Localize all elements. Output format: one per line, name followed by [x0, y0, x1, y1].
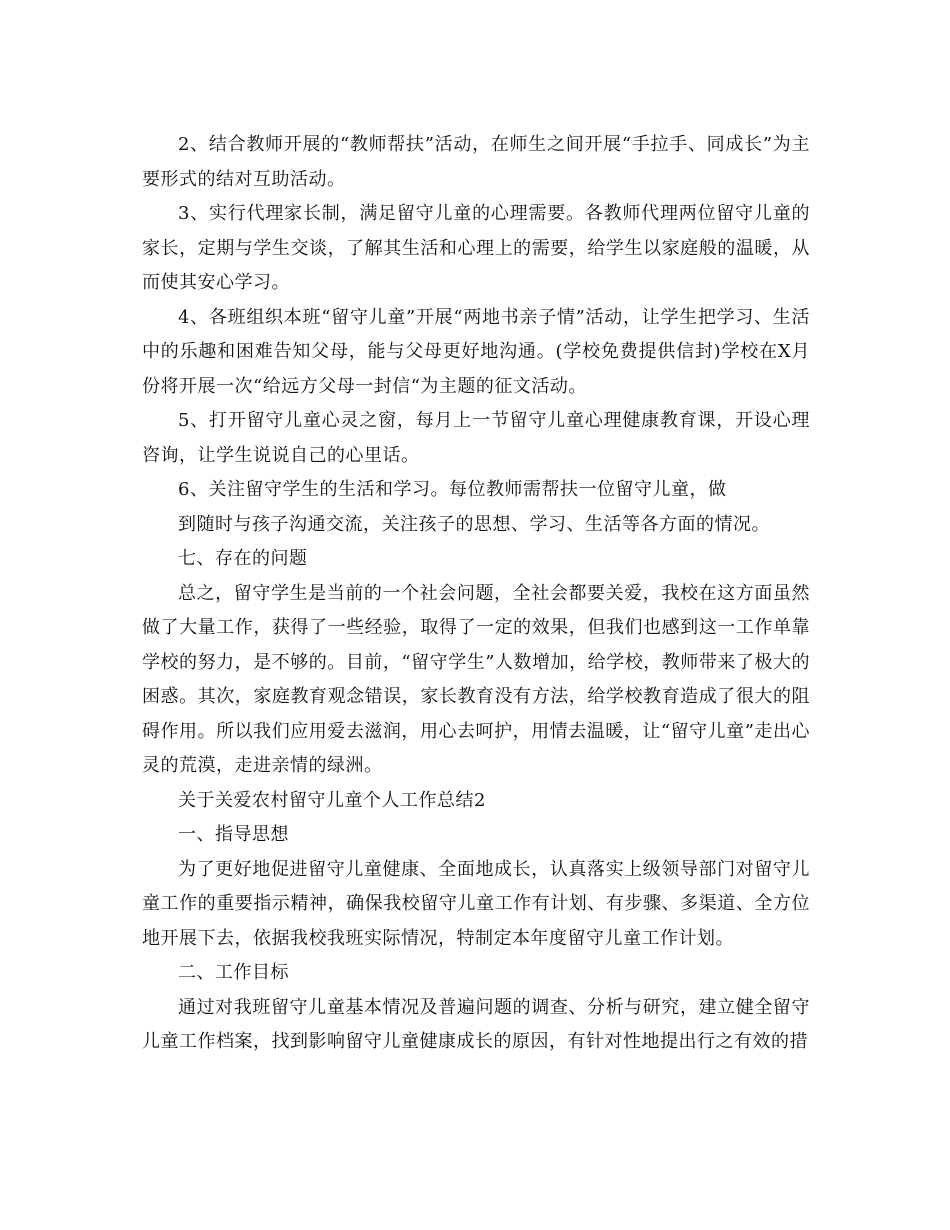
- paragraph-item-6-continued: 到随时与孩子沟通交流，关注孩子的思想、学习、生活等各方面的情况。: [178, 513, 770, 535]
- section-heading-guiding-thought: 一、指导思想: [178, 824, 289, 845]
- document-subtitle: 关于关爱农村留守儿童个人工作总结2: [178, 789, 486, 811]
- paragraph-item-3: 3、实行代理家长制，满足留守儿童的心理需要。各教师代理两位留守儿童的家长，定期与学生交谈，了解其生活和心理上的需要，给学生以家庭般的温暖，从而使其安心学习。: [142, 203, 810, 293]
- paragraph-work-goals: 通过对我班留守儿童基本情况及普遍问题的调查、分析与研究，建立健全留守儿童工作档案，找到影响留守儿童健康成长的原因，有针对性地提出行之有效的措: [142, 996, 810, 1052]
- paragraph-summary: 总之，留守学生是当前的一个社会问题，全社会都要关爱，我校在这方面虽然做了大量工作，获得了一些经验，取得了一定的效果，但我们也感到这一工作单靠学校的努力，是不够的。目前，“留守学生”人数增加，给学校，教师带来了极大的困惑。其次，家庭教育观念错误，家长教育没有方法，给学校教育造成了很大的阻碍作用。所以我们应用爱去滋润，用心去呵护，用情去温暖，让“留守儿童”走出心灵的荒漠，走进亲情的绿洲。: [142, 582, 810, 776]
- paragraph-item-5: 5、打开留守儿童心灵之窗，每月上一节留守儿童心理健康教育课，开设心理咨询，让学生说说自己的心里话。: [142, 410, 810, 466]
- section-heading-work-goals: 二、工作目标: [178, 962, 289, 983]
- paragraph-item-6-start: 6、关注留守学生的生活和学习。每位教师需帮扶一位留守儿童，做: [178, 479, 727, 500]
- document-body: [142, 128, 810, 1060]
- paragraph-item-2: 2、结合教师开展的“教师帮扶”活动，在师生之间开展“手拉手、同成长”为主要形式的结对互助活动。: [142, 134, 810, 190]
- section-heading-problems: 七、存在的问题: [178, 548, 308, 569]
- paragraph-item-4: 4、各班组织本班“留守儿童”开展“两地书亲子情”活动，让学生把学习、生活中的乐趣和困难告知父母，能与父母更好地沟通。(学校免费提供信封)学校在X月份将开展一次“给远方父母一封信“为主题的征文活动。: [142, 306, 810, 397]
- paragraph-guiding-thought: 为了更好地促进留守儿童健康、全面地成长，认真落实上级领导部门对留守儿童工作的重要指示精神，确保我校留守儿童工作有计划、有步骤、多渠道、全方位地开展下去，依据我校我班实际情况，特制定本年度留守儿童工作计划。: [142, 858, 810, 949]
